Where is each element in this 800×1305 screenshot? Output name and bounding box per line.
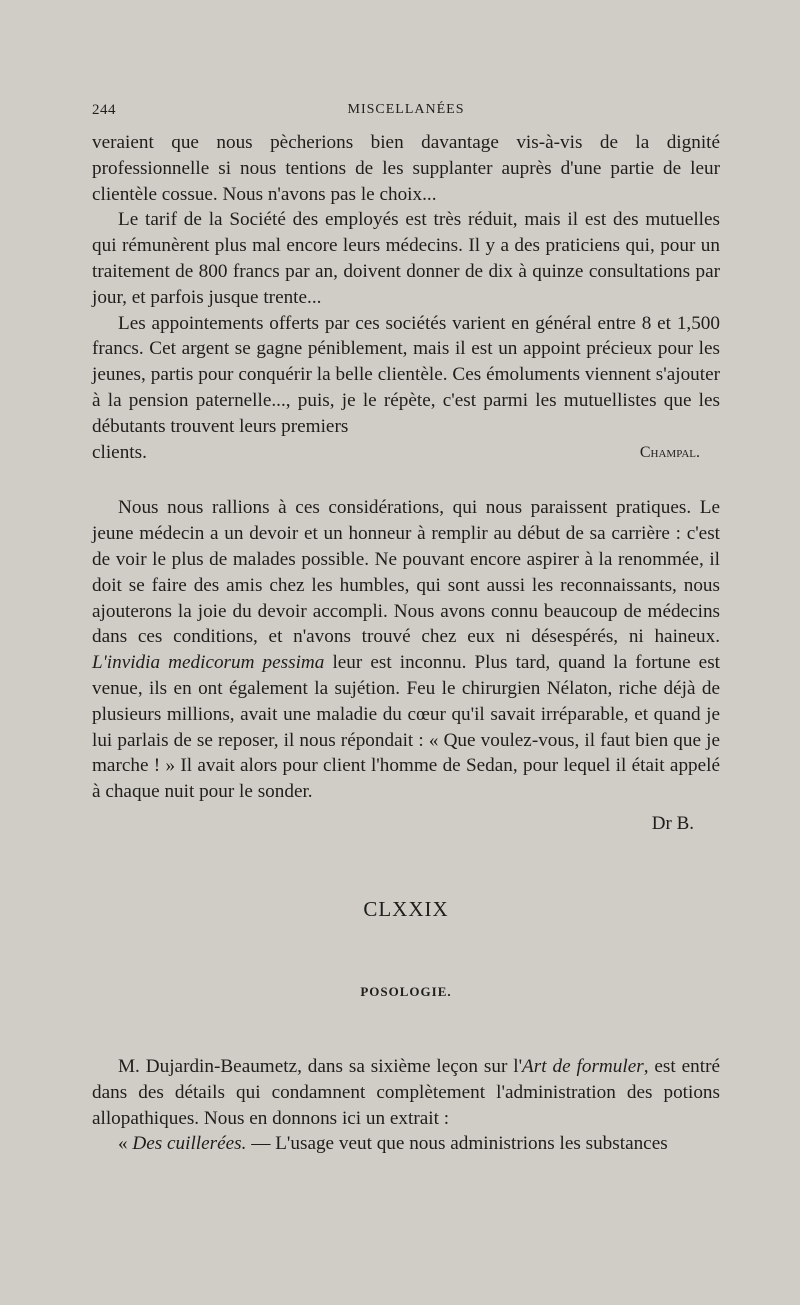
section-p1-end: , est entré dans des détails qui condamnent complètement l'administration des potions allopathiques. Nous en donnons ici un extrait : [92, 1055, 720, 1129]
quote-signature: Champal. [639, 443, 700, 461]
commentary-paragraph [92, 495, 720, 805]
quote-paragraph-3: Les appointements offerts par ces sociétés varient en général entre 8 et 1,500 francs. Cet argent se gagne péniblement, mais il est un appoint précieux pour les jeunes, partis pour conquérir la belle clientèle. Ces émoluments viennent s'ajouter à la pension paternelle..., puis, je le répète, c'est parmi les mutuellistes que les débutants trouvent leurs premiers [92, 312, 720, 437]
section-p2-end: — L'usage veut que nous administrions les substances [246, 1133, 668, 1155]
section-p2-start: « [118, 1133, 133, 1155]
section-paragraph-2 [92, 1131, 720, 1157]
section-p1-start: M. Dujardin-Beaumetz, dans sa sixième leçon sur l' [118, 1055, 523, 1077]
commentary-text-end: leur est inconnu. Plus tard, quand la fortune est venue, ils en ont également la sujétion. Feu le chirurgien Nélaton, riche déjà de plusieurs millions, avait une maladie du cœur qu'il savait irréparable, et quand je lui parlais de se reposer, il nous répondait : « Que voulez-vous, il faut bien que je marche ! » Il avait alors pour client l'homme de Sedan, pour lequel il était appelé à chaque nuit pour le sonder. [92, 652, 720, 803]
section-book-title: Art de formuler [522, 1055, 644, 1077]
running-title: MISCELLANÉES [347, 102, 465, 117]
section-title: POSOLOGIE. [360, 983, 452, 999]
commentary-signature: Dr B. [651, 812, 694, 834]
quote-paragraph-3-end: clients. [92, 441, 147, 463]
section-paragraph-1 [92, 1054, 720, 1131]
quote-closing-line [92, 440, 720, 466]
running-header [92, 100, 720, 124]
section-body [92, 1054, 720, 1157]
section-number: CLXXIX [363, 896, 449, 921]
page-number: 244 [92, 102, 116, 118]
quote-paragraph-1: veraient que nous pècherions bien davantage vis-à-vis de la dignité professionnelle si nous tentions de les supplanter auprès d'une partie de leur clientèle cossue. Nous n'avons pas le choix... [92, 132, 720, 205]
section-p2-heading: Des cuillerées. [132, 1133, 247, 1155]
page [92, 100, 720, 1157]
commentary-text-start: Nous nous rallions à ces considérations, qui nous paraissent pratiques. Le jeune médecin a un devoir et un honneur à remplir au début de sa carrière : c'est de voir le plus de malades possible. Ne pouvant encore aspirer à la renommée, il doit se faire des amis chez les humbles, qui sont aussi les reconnaissants, nous ajouterons la joie du devoir accompli. Nous avons connu beaucoup de médecins dans ces conditions, et n'avons trouvé chez eux ni désespérés, ni haineux. [92, 497, 720, 648]
commentary-latin-phrase: L'invidia medicorum pessima [92, 652, 325, 674]
quote-paragraph-2: Le tarif de la Société des employés est très réduit, mais il est des mutuelles qui rémunèrent plus mal encore leurs médecins. Il y a des praticiens qui, pour un traitement de 800 francs par an, doivent donner de dix à quinze consultations par jour, et parfois jusque trente... [92, 209, 720, 308]
